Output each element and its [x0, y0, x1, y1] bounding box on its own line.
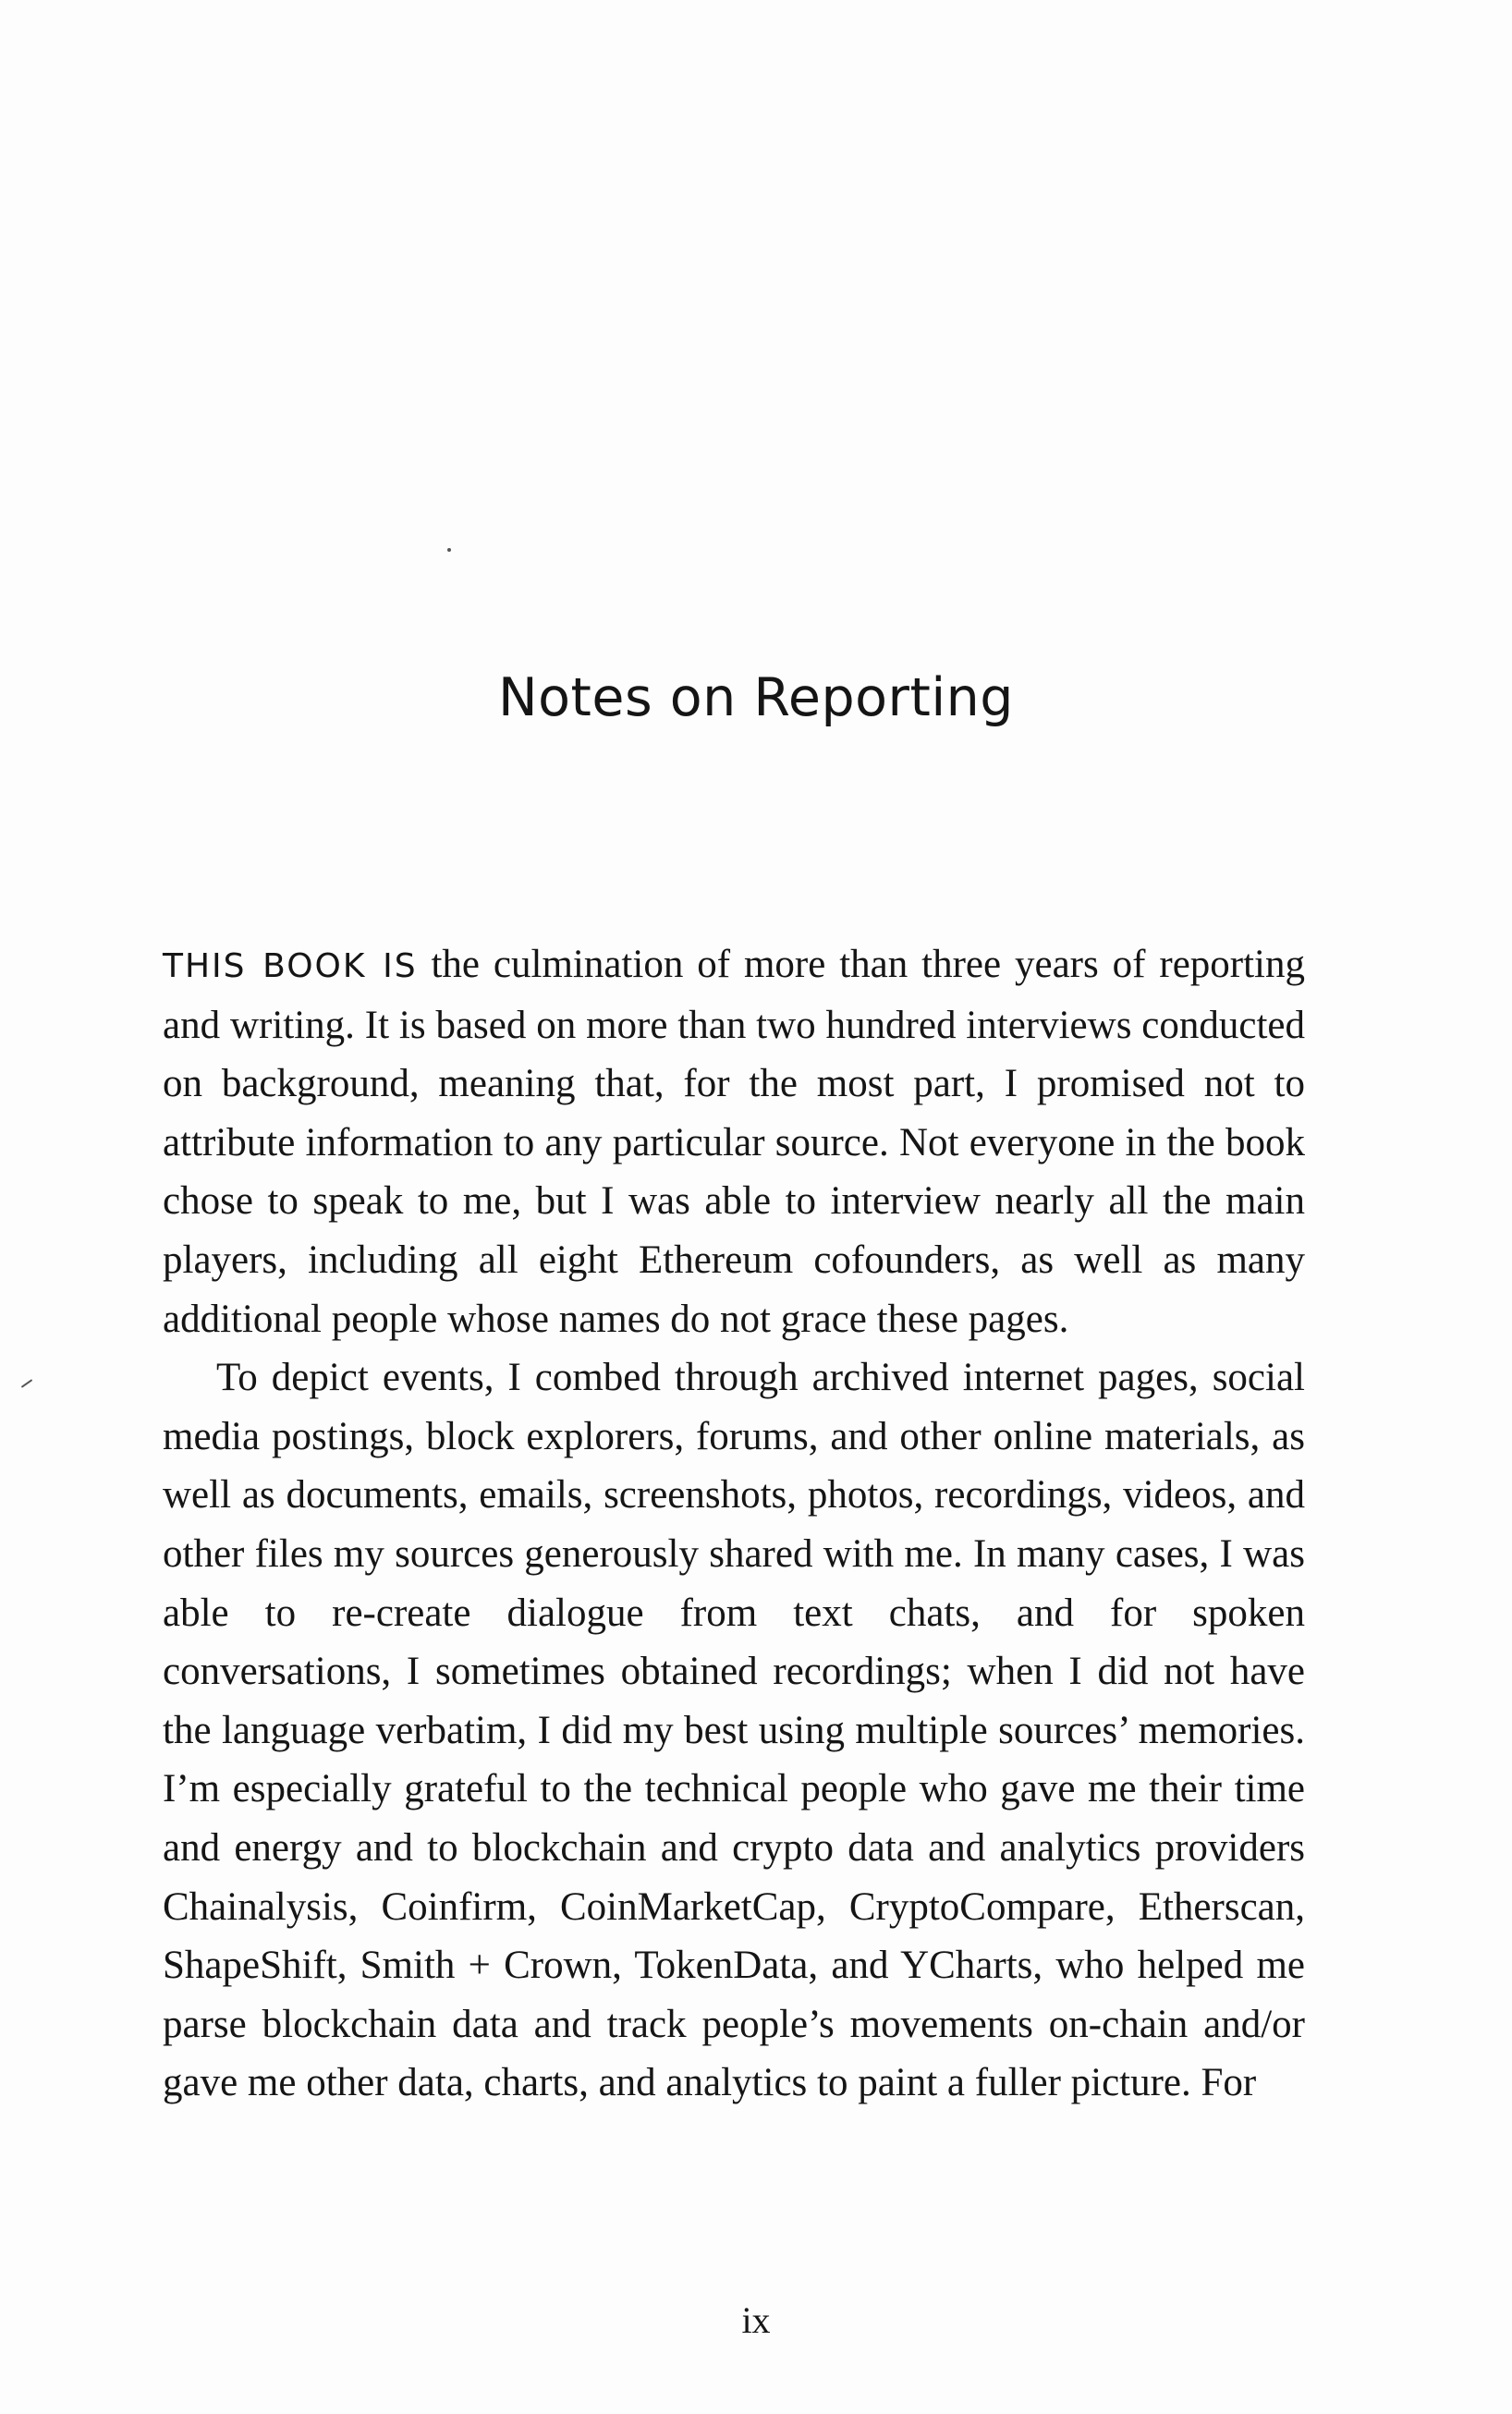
chapter-title: Notes on Reporting [498, 667, 1014, 728]
paragraph-2: To depict events, I combed through archived internet pages, social media postings, block explorers, forums, and other online materials, as well as documents, emails, screenshots, photos, recordings, videos, and other files my sources generously shared with me. In many cases, I was able to re-create dialogue from text chats, and for spoken conversations, I sometimes obtained recordings; when I did not have the language verbatim, I did my best using multiple sources’ memories. I’m especially grateful to the technical people who gave me their time and energy and to blockchain and crypto data and analytics providers Chainalysis, Coinfirm, CoinMarketCap, CryptoCompare, Etherscan, ShapeShift, Smith + Crown, TokenData, and YCharts, who helped me parse blockchain data and track people’s movements on-chain and/or gave me other data, charts, and analytics to paint a fuller picture. For [163, 1356, 1305, 2105]
body-text [163, 935, 1305, 2113]
page-speck [447, 548, 451, 552]
page-speck [21, 1379, 33, 1388]
page-number: ix [741, 2299, 771, 2341]
paragraph-1 [163, 935, 1305, 1348]
paragraph-1-text: the culmination of more than three years of reporting and writing. It is based on more than two hundred interviews conducted on background, meaning that, for the most part, I promised not to attribute information to any particular source. Not everyone in the book chose to speak to me, but I was able to interview nearly all the main players, including all eight Ethereum cofounders, as well as many additional people whose names do not grace these pages. [163, 943, 1305, 1341]
lead-in-small-caps: THIS BOOK IS [163, 947, 418, 985]
